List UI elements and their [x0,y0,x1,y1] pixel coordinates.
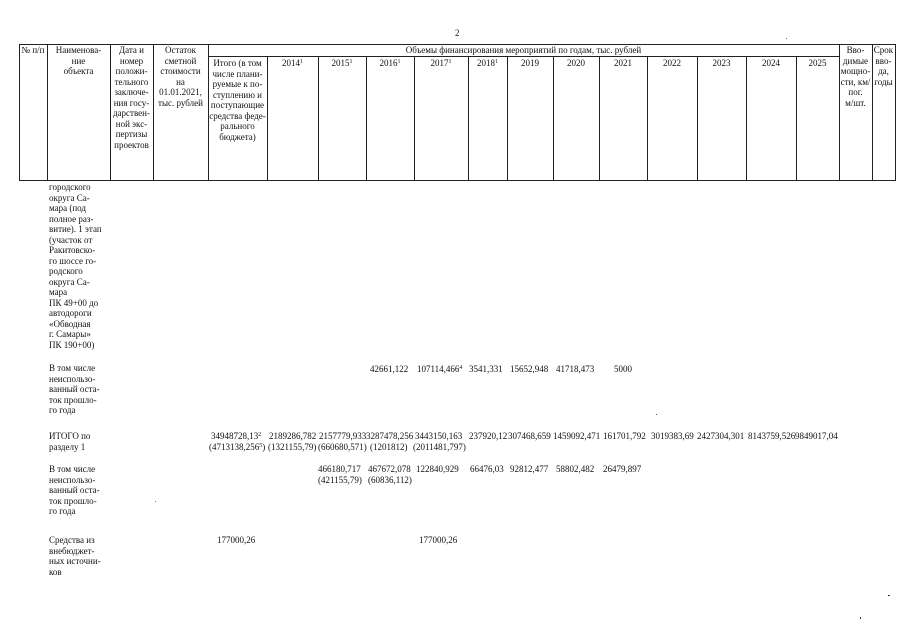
unused2-2015-value: 466180,717 [318,464,361,474]
unused2-2016-federal: (60836,112) [368,475,412,485]
unused2-2018-value: 66476,03 [470,464,504,474]
unused2-2019-value: 92812,477 [510,464,549,474]
itogo-2023-value: 2427304,301 [697,431,745,441]
itogo-2015-value: 2157779,933 [319,431,367,441]
header-year-2023: 2023 [712,58,731,68]
itogo-2018-value: 237920,12 [469,431,508,441]
unused-2017-value: 107114,466$^4$ [417,364,463,374]
unused-2021-value: 5000 [614,364,632,374]
header-cost-remainder: Остаток сметной стоимости на 01.01.2021, тыс. рублей [158,45,203,108]
header-commission-term: Срок вво- да, годы [873,45,894,87]
unused-balance-label: В том числе неиспользо- ванный оста- ток прошло- го года [49,363,100,415]
itogo-2025-value: 9849017,04 [795,431,838,441]
itogo-2016-federal: (1201812) [370,442,408,452]
itogo-2024-value: 8143759,526 [748,431,796,441]
page-number: 2 [455,28,460,38]
header-expertise-date: Дата и номер положи- тельного заключе- ния госу- дарствен- ной экс- пертизы проектов [112,45,150,150]
header-year-2015: 2015$^1$ [331,58,353,68]
itogo-2021-value: 161701,792 [603,431,646,441]
header-year-2016: 2016$^1$ [379,58,401,68]
header-total: Итого (в том числе плани- руемые к по- ступлению и поступающие средства феде- рального бюджета) [209,58,266,142]
unused-balance-label-2: В том числе неиспользо- ванный оста- ток прошло- го года [49,464,100,516]
header-year-2022: 2022 [663,58,681,68]
itogo-2017-value: 3443150,163 [415,431,463,441]
header-year-2025: 2025 [808,58,827,68]
header-year-2021: 2021 [614,58,632,68]
itogo-label: ИТОГО по разделу 1 [49,431,91,452]
unused-2020-value: 41718,473 [556,364,595,374]
offbudget-total-value: 177000,26 [217,535,256,545]
header-year-2017: 2017$^1$ [430,58,452,68]
itogo-2014-federal: (1321155,79) [268,442,317,452]
header-year-2020: 2020 [567,58,585,68]
header-num: № п/п [21,45,45,55]
header-financing-group: Объемы финансирования мероприятий по годам, тыс. рублей [405,45,642,55]
object-description: городского округа Са- мара (под полное раз- витие). 1 этап (участок от Ракитовско- го шоссе го- родского округа Са- мара ПК 49+00 до автодороги «Обводная г. Самары» ПК 190+00) [49,182,102,350]
itogo-total-federal: (4713138,256$^5$) [209,442,266,452]
unused-2018-value: 3541,331 [469,364,503,374]
header-object-name: Наименова- ние объекта [55,45,102,76]
itogo-2014-value: 2189286,782 [269,431,317,441]
unused2-2016-value: 467672,078 [368,464,411,474]
unused-2016-value: 42661,122 [370,364,409,374]
unused2-2017-value: 122840,929 [416,464,459,474]
header-capacity: Вво- димые мощно- сти, км/ пог. м/шт. [840,45,871,108]
itogo-2022-value: 3019383,69 [651,431,694,441]
itogo-2020-value: 1459092,471 [553,431,601,441]
offbudget-2017-value: 177000,26 [419,535,458,545]
itogo-total-value: 34948728,13$^2$ [211,431,262,441]
unused2-2015-federal: (421155,79) [318,475,362,485]
unused-2019-value: 15652,948 [510,364,549,374]
unused2-2020-value: 58802,482 [556,464,595,474]
offbudget-label: Средства из внебюджет- ных источни- ков [49,535,101,577]
itogo-2019-value: 307468,659 [508,431,551,441]
header-year-2014: 2014$^1$ [282,58,303,68]
itogo-2015-federal: (660680,571) [318,442,367,452]
itogo-2016-value: 3287478,256 [366,431,414,441]
header-year-2018: 2018$^1$ [477,58,498,68]
header-year-2019: 2019 [521,58,539,68]
unused2-2021-value: 26479,897 [603,464,642,474]
header-year-2024: 2024 [762,58,780,68]
itogo-2017-federal: (2011481,797) [413,442,466,452]
